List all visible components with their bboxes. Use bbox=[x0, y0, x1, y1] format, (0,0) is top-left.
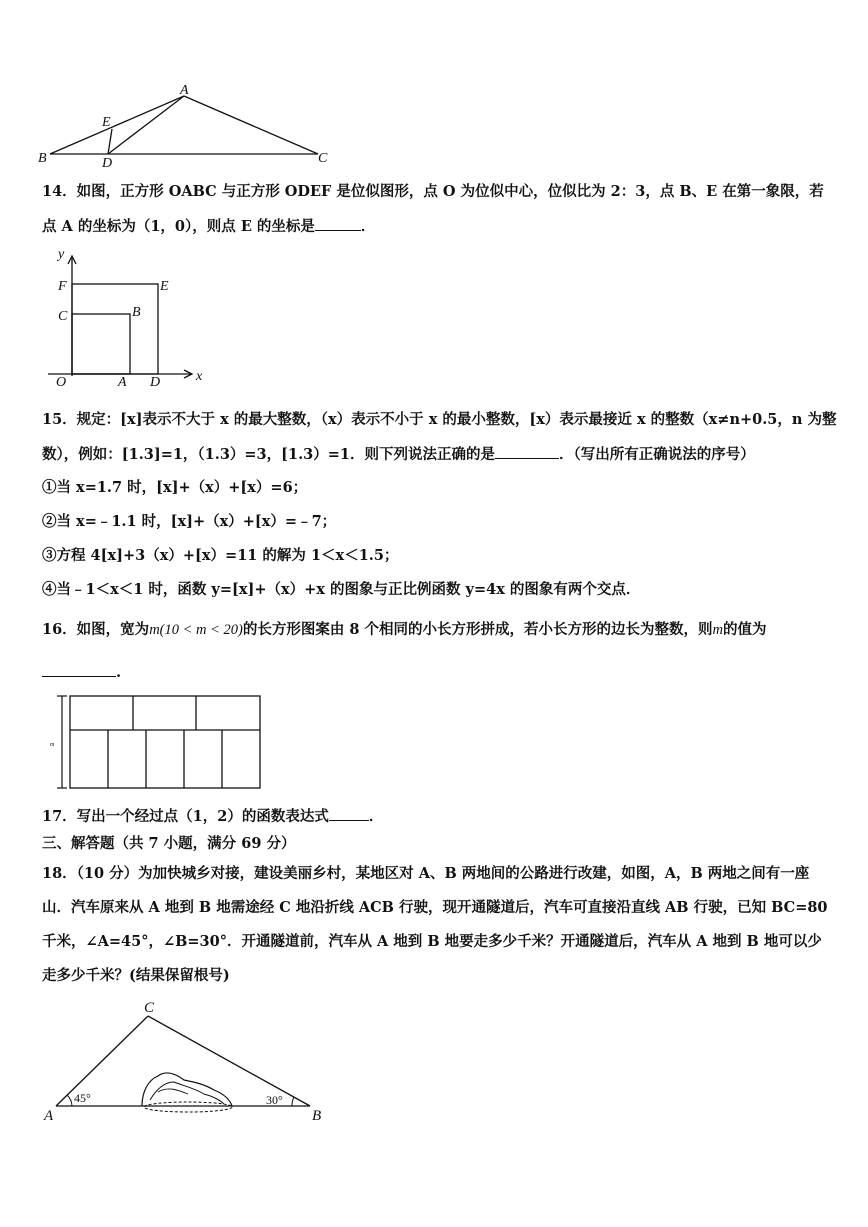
q15-line2 bbox=[42, 444, 755, 465]
answer-blank-q17[interactable] bbox=[329, 806, 369, 821]
q15-line2-text: 数），例如：[1.3]=1，（1.3）=3，[1.3）=1．则下列说法正确的是 bbox=[42, 446, 495, 463]
q16-line1 bbox=[42, 620, 767, 640]
answer-blank-q14[interactable] bbox=[315, 216, 361, 231]
section-heading: 三、解答题（共 7 小题，满分 69 分） bbox=[42, 835, 296, 852]
q15-option-4: ④当﹣1＜x＜1 时，函数 y=[x]+（x）+x 的图象与正比例函数 y=4x 的图象有两个交点． bbox=[42, 581, 641, 598]
label-E: E bbox=[102, 115, 111, 130]
label-A: A bbox=[118, 375, 127, 390]
q16-lead: 16．如图，宽为 bbox=[42, 621, 150, 638]
answer-blank-q16[interactable] bbox=[42, 662, 116, 677]
q18-line1: 18．（10 分）为加快城乡对接，建设美丽乡村，某地区对 A、B 两地间的公路进行改建，如图，A，B 两地之间有一座 bbox=[42, 865, 810, 882]
figure-q16 bbox=[44, 690, 270, 794]
label-D: D bbox=[102, 156, 113, 170]
label-C: C bbox=[144, 1000, 155, 1016]
q14-line2-end: ． bbox=[360, 218, 376, 235]
q15-option-1: ①当 x=1.7 时，[x]+（x）+[x）=6； bbox=[42, 479, 308, 496]
label-x: x bbox=[196, 369, 203, 384]
q16-tail2: 的值为 bbox=[723, 621, 767, 638]
label-B: B bbox=[38, 151, 47, 166]
q14-line2 bbox=[42, 216, 375, 237]
label-E: E bbox=[160, 279, 169, 294]
q14-line1: 14．如图，正方形 OABC 与正方形 ODEF 是位似图形，点 O 为位似中心，位似比为 2：3，点 B、E 在第一象限，若 bbox=[42, 183, 824, 200]
label-angle-A: 45° bbox=[74, 1091, 91, 1105]
q16-m: m bbox=[712, 622, 724, 638]
label-A: A bbox=[180, 84, 189, 98]
figure-q13 bbox=[36, 84, 336, 170]
figure-q18 bbox=[38, 996, 338, 1124]
label-C: C bbox=[318, 151, 328, 166]
q16-tail: 的长方形图案由 8 个相同的小长方形拼成，若小长方形的边长为整数，则 bbox=[242, 621, 713, 638]
label-angle-B: 30° bbox=[266, 1093, 283, 1107]
q15-option-3: ③方程 4[x]+3（x）+[x）=11 的解为 1＜x＜1.5； bbox=[42, 547, 399, 564]
answer-blank-q15[interactable] bbox=[495, 444, 559, 459]
q17-end: ． bbox=[368, 808, 384, 825]
label-m: m bbox=[50, 742, 55, 748]
label-B: B bbox=[312, 1108, 322, 1124]
q18-line3: 千米，∠A=45°，∠B=30°．开通隧道前，汽车从 A 地到 B 地要走多少千米？开通隧道后，汽车从 A 地到 B 地可以少 bbox=[42, 933, 822, 950]
label-y: y bbox=[58, 247, 65, 262]
label-D: D bbox=[150, 375, 161, 390]
label-F: F bbox=[58, 279, 67, 294]
q16-math: m(10 < m < 20) bbox=[149, 622, 243, 638]
label-B: B bbox=[132, 305, 141, 320]
label-C: C bbox=[58, 309, 68, 324]
q17-line bbox=[42, 806, 383, 827]
q15-option-2: ②当 x=﹣1.1 时，[x]+（x）+[x）=﹣7； bbox=[42, 513, 337, 530]
q14-line2-text: 点 A 的坐标为（1，0），则点 E 的坐标是 bbox=[42, 218, 315, 235]
q18-line2: 山．汽车原来从 A 地到 B 地需途经 C 地沿折线 ACB 行驶，现开通隧道后，汽车可直接沿直线 AB 行驶，已知 BC=80 bbox=[42, 899, 828, 916]
label-A: A bbox=[44, 1108, 54, 1124]
q15-line2-end: ．（写出所有正确说法的序号） bbox=[558, 446, 755, 463]
q16-line2 bbox=[42, 662, 121, 683]
q16-end: . bbox=[116, 664, 122, 681]
figure-q14 bbox=[36, 244, 216, 394]
q17-text: 17．写出一个经过点（1，2）的函数表达式 bbox=[42, 808, 329, 825]
q15-line1: 15．规定：[x]表示不大于 x 的最大整数，（x）表示不小于 x 的最小整数，[x）表示最接近 x 的整数（x≠n+0.5，n 为整 bbox=[42, 411, 837, 428]
q18-line4: 走多少千米？(结果保留根号) bbox=[42, 967, 230, 984]
label-O: O bbox=[56, 375, 67, 390]
